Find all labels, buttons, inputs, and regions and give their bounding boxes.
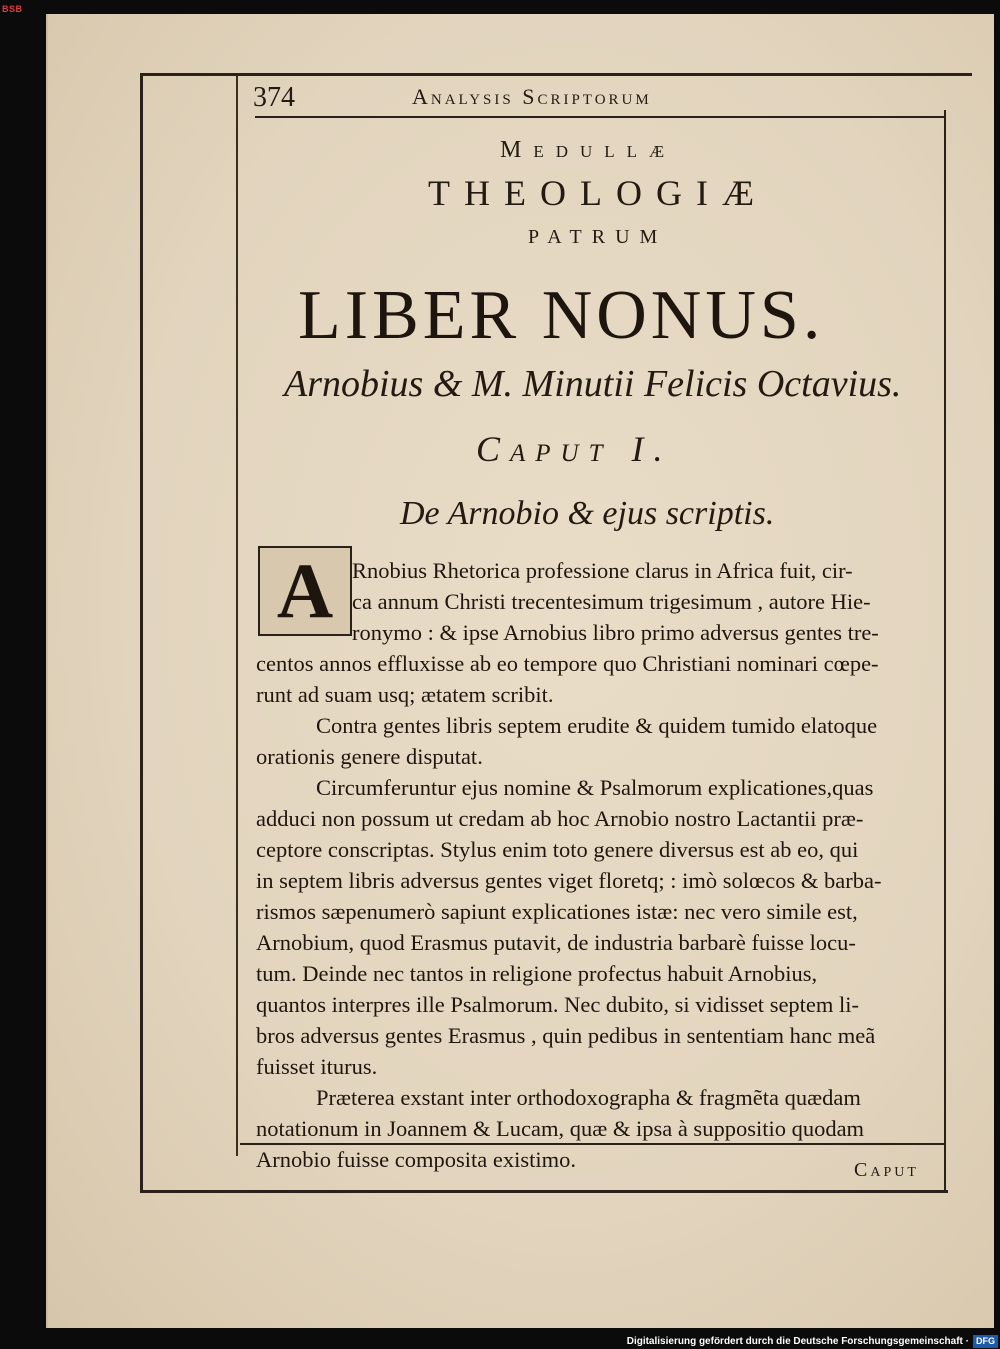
dfg-logo-icon: DFG: [973, 1335, 998, 1348]
text-line: ca annum Christi trecentesimum trigesimum , autore Hie-: [352, 589, 871, 614]
text-line: rismos sæpenumerò sapiunt explicationes istæ: nec vero simile est,: [256, 899, 858, 924]
frame-bottom-border: [140, 1190, 948, 1193]
text-line: Arnobio fuisse composita existimo.: [256, 1147, 576, 1172]
text-line: in septem libris adversus gentes viget floretq; : imò solœcos & barba-: [256, 868, 882, 893]
title-line-theologiae: THEOLOGIÆ: [428, 173, 768, 213]
inner-left-rule: [236, 76, 238, 1156]
text-line: fuisset iturus.: [256, 1054, 378, 1079]
text-line: Rnobius Rhetorica professione clarus in Africa fuit, cir-: [352, 558, 853, 583]
text-line: Contra gentes libris septem erudite & quidem tumido elatoque: [316, 713, 878, 738]
text-line: Arnobium, quod Erasmus putavit, de industria barbarè fuisse locu-: [256, 930, 856, 955]
drop-cap-initial: A: [258, 546, 352, 636]
page-number: 374: [253, 82, 295, 113]
header-rule: [255, 116, 945, 118]
text-line: ceptore conscriptas. Stylus enim toto genere diversus est ab eo, qui: [256, 837, 859, 862]
text-line: quantos interpres ille Psalmorum. Nec dubito, si vidisset septem li-: [256, 992, 860, 1017]
text-line: tum. Deinde nec tantos in religione profectus habuit Arnobius,: [256, 961, 818, 986]
title-line-patrum: PATRUM: [528, 226, 668, 248]
catchword: Caput: [854, 1159, 919, 1181]
frame-top-border: [140, 73, 972, 76]
text-line: ronymo : & ipse Arnobius libro primo adversus gentes tre-: [352, 620, 879, 645]
text-line: centos annos effluxisse ab eo tempore quo Christiani nominari cœpe-: [256, 651, 879, 676]
chapter-title: De Arnobio & ejus scriptis.: [400, 495, 775, 532]
corner-mark: BSB: [2, 4, 23, 14]
title-subject: Arnobius & M. Minutii Felicis Octavius.: [284, 363, 902, 405]
chapter-heading: Caput I.: [476, 429, 673, 469]
running-title: Analysis Scriptorum: [412, 84, 652, 109]
text-line: adduci non possum ut credam ab hoc Arnobio nostro Lactantii præ-: [256, 806, 864, 831]
frame-right-border: [944, 110, 946, 1190]
frame-left-border: [140, 73, 143, 1193]
text-line: Præterea exstant inter orthodoxographa & fragmẽta quædam: [316, 1085, 861, 1110]
text-line: runt ad suam usq; ætatem scribit.: [256, 682, 554, 707]
text-line: bros adversus gentes Erasmus , quin pedibus in sententiam hanc meã: [256, 1023, 876, 1048]
title-line-medullae: Medullæ: [500, 137, 677, 163]
title-liber-nonus: LIBER NONUS.: [298, 277, 825, 354]
text-line: Circumferuntur ejus nomine & Psalmorum explicationes,quas: [316, 775, 874, 800]
footer-credit-text: Digitalisierung gefördert durch die Deutsche Forschungsgemeinschaft ·: [626, 1335, 969, 1347]
text-line: notationum in Joannem & Lucam, quæ & ipsa à suppositio quodam: [256, 1116, 865, 1141]
text-line: orationis genere disputat.: [256, 744, 483, 769]
footer-bar: [600, 1333, 998, 1349]
